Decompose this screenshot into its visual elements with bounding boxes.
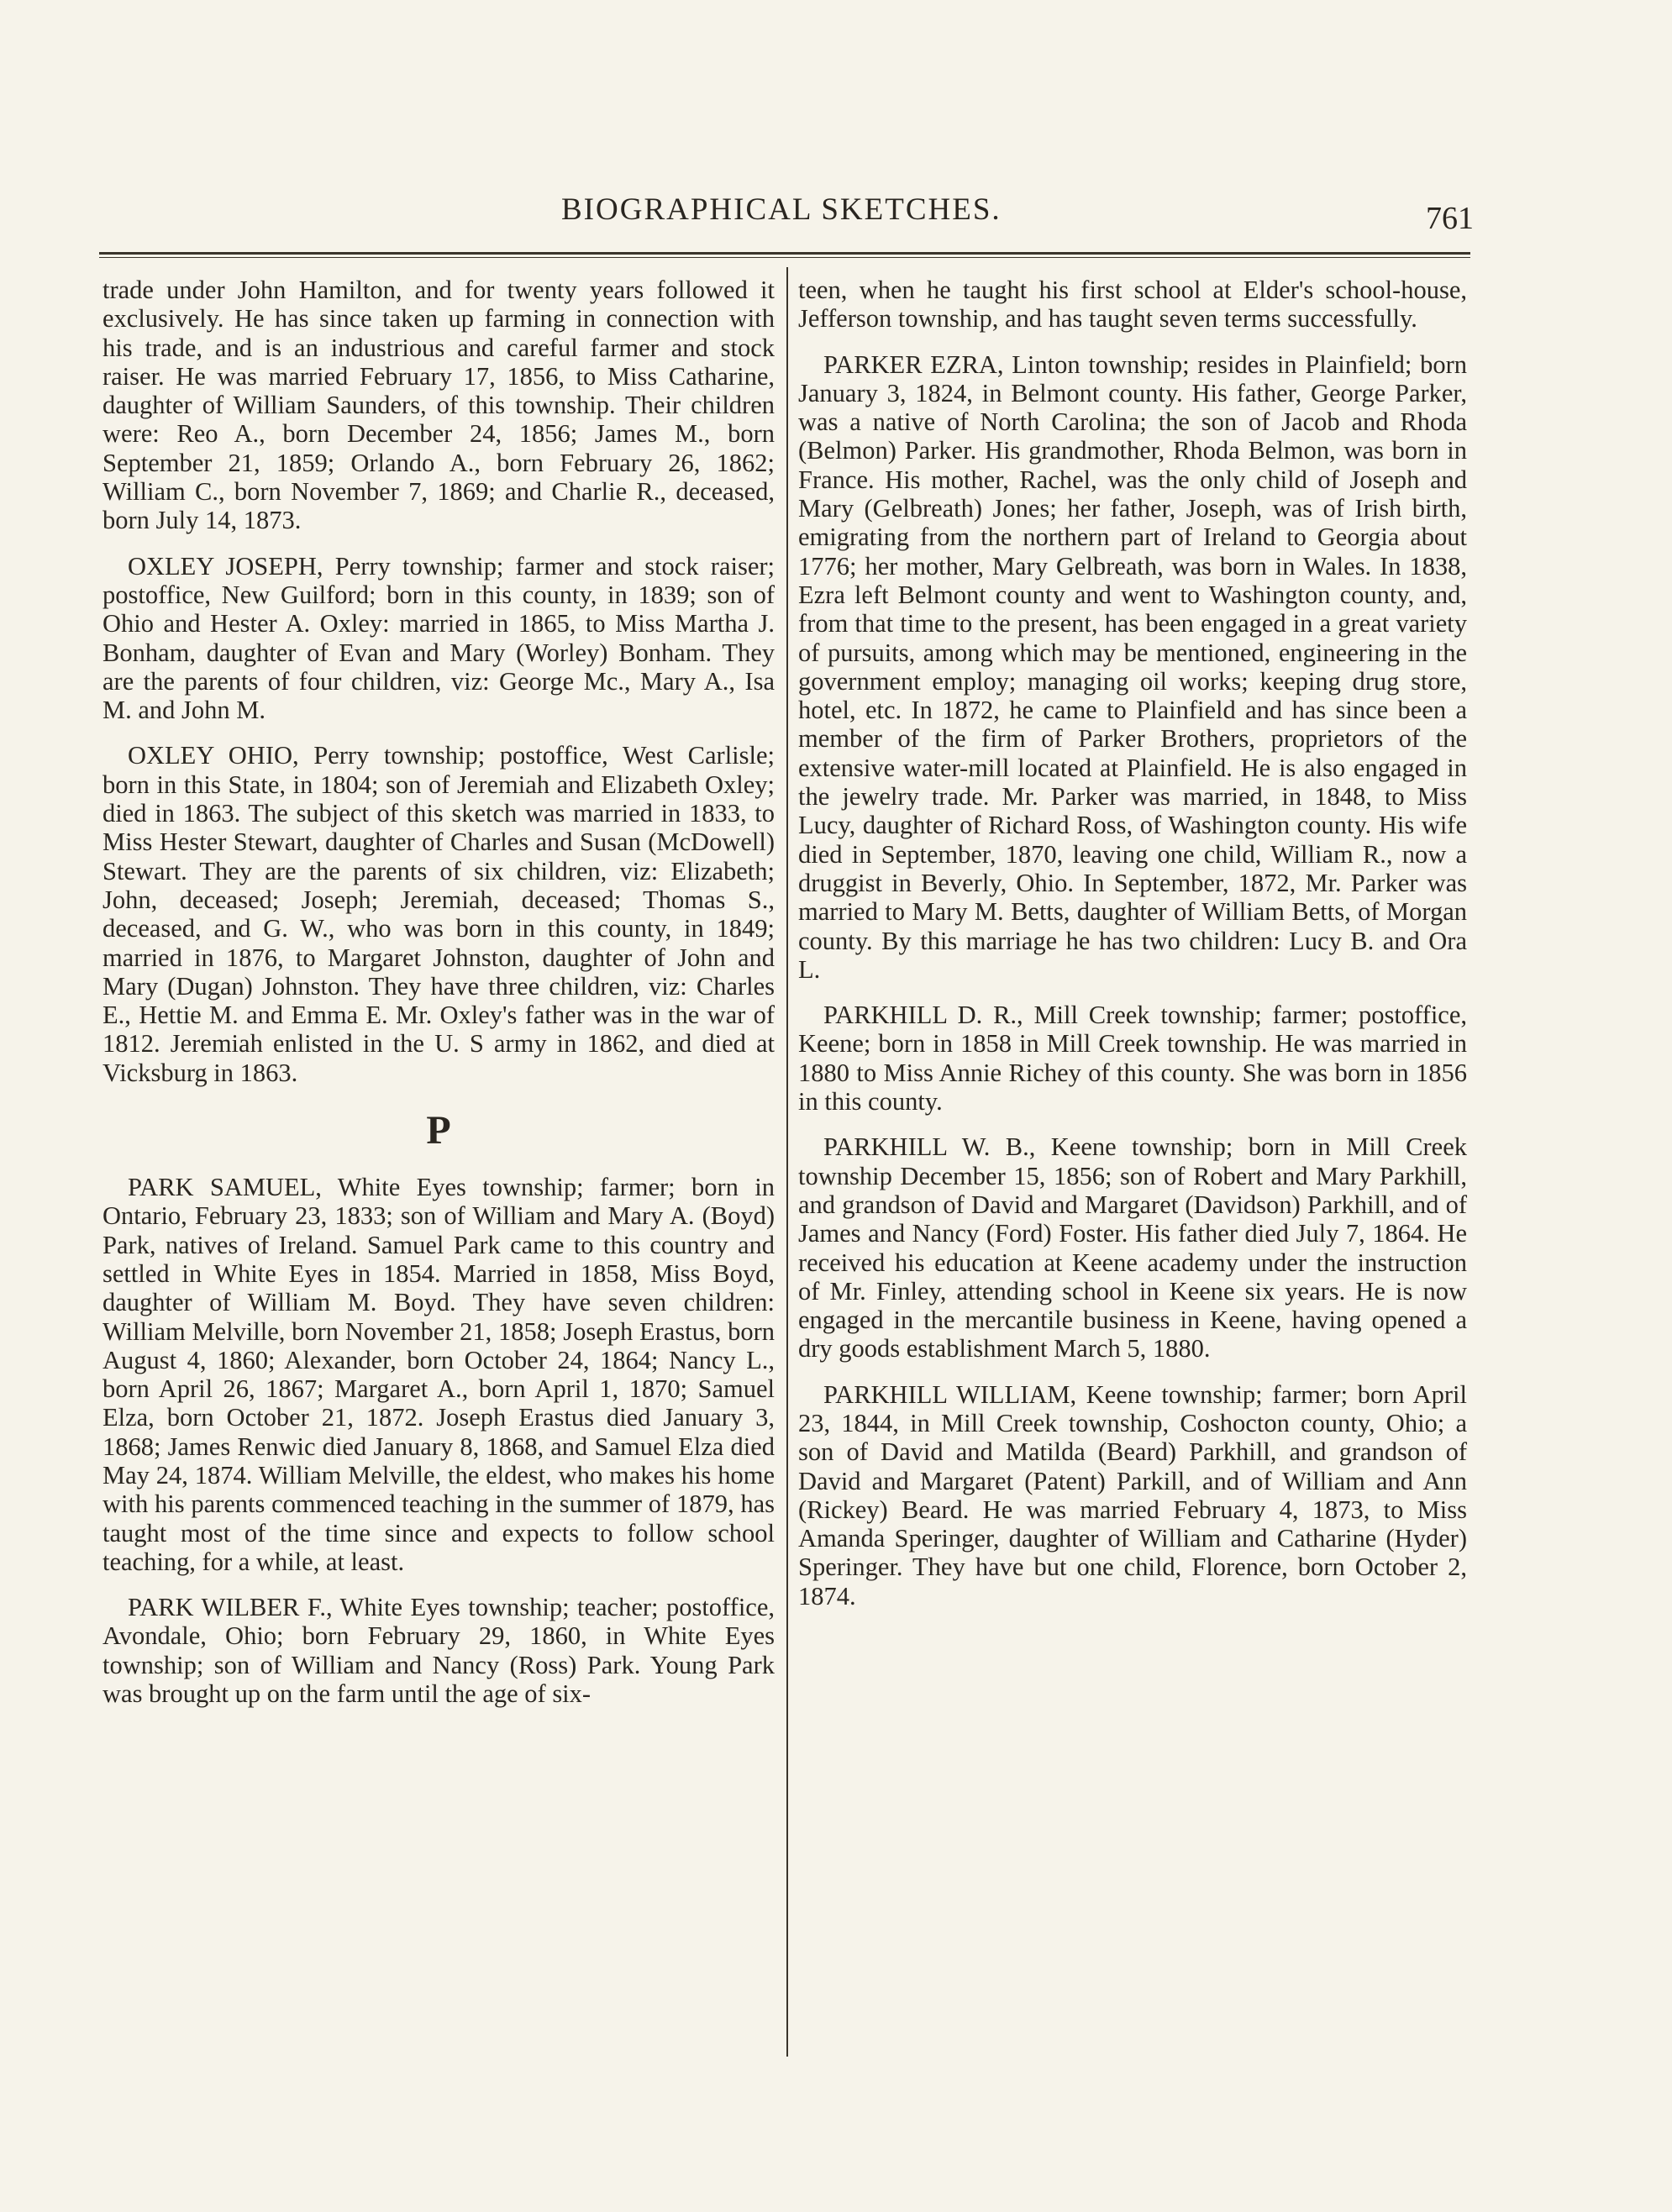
right-column [798,276,1467,1610]
entry-oxley-joseph: OXLEY JOSEPH, Perry township; farmer and stock raiser; postoffice, New Guilford; born in this county, in 1839; son of Ohio and Hester A. Oxley: married in 1865, to Miss Martha J. Bonham, daughter of Evan and Mary (Worley) Bonham. They are the parents of four children, viz: George Mc., Mary A., Isa M. and John M. [103,551,775,725]
header-rule-thin [99,257,1470,258]
page-header [0,192,1672,242]
paragraph-park-wilber-cont: teen, when he taught his first school at Elder's school-house, Jefferson township, and has taught seven terms successfully. [798,276,1467,334]
entry-parkhill-dr: PARKHILL D. R., Mill Creek township; farmer; postoffice, Keene; born in 1858 in Mill Creek township. He was married in 1880 to Miss Annie Richey of this county. She was born in 1856 in this county. [798,1001,1467,1117]
section-letter: P [426,1108,451,1153]
header-rule [99,252,1470,255]
entry-parker-ezra: PARKER EZRA, Linton township; resides in Plainfield; born January 3, 1824, in Belmont county. His father, George Parker, was a native of North Carolina; the son of Jacob and Rhoda (Belmon) Parker. His grandmother, Rhoda Belmon, was born in France. His mother, Rachel, was the only child of Joseph and Mary (Gelbreath) Jones; her father, Joseph, was of Irish birth, emigrating from the northern part of Ireland to Georgia about 1776; her mother, Mary Gelbreath, was born in Wales. In 1838, Ezra left Belmont county and went to Washington county, and, from that time to the present, has been engaged in a great variety of pursuits, among which may be mentioned, engineering in the government employ; managing oil works; keeping drug store, hotel, etc. In 1872, he came to Plainfield and has since been a member of the firm of Parker Brothers, proprietors of the extensive water-mill located at Plainfield. He is also engaged in the jewelry trade. Mr. Parker was married, in 1848, to Miss Lucy, daughter of Richard Ross, of Washington county. His wife died in September, 1870, leaving one child, William R., now a druggist in Beverly, Ohio. In September, 1872, Mr. Parker was married to Mary M. Betts, daughter of William Betts, of Morgan county. By this marriage he has two children: Lucy B. and Ora L. [798,349,1467,984]
running-title: BIOGRAPHICAL SKETCHES. [561,192,1002,227]
left-column [103,276,775,1708]
entry-parkhill-william: PARKHILL WILLIAM, Keene township; farmer; born April 23, 1844, in Mill Creek township, Coshocton county, Ohio; a son of David and Matilda (Beard) Parkhill, and grandson of David and Margaret (Patent) Parkill, and of William and Ann (Rickey) Beard. He was married February 4, 1873, to Miss Amanda Speringer, daughter of William and Catharine (Hyder) Speringer. They have but one child, Florence, born October 2, 1874. [798,1379,1467,1610]
column-divider [786,267,788,2057]
entry-park-samuel: PARK SAMUEL, White Eyes township; farmer; born in Ontario, February 23, 1833; son of William and Mary A. (Boyd) Park, natives of Ireland. Samuel Park came to this country and settled in White Eyes in 1854. Married in 1858, Miss Boyd, daughter of William M. Boyd. They have seven children: William Melville, born November 21, 1858; Joseph Erastus, born August 4, 1860; Alexander, born October 24, 1864; Nancy L., born April 26, 1867; Margaret A., born April 1, 1870; Samuel Elza, born October 21, 1872. Joseph Erastus died January 3, 1868; James Renwic died January 8, 1868, and Samuel Elza died May 24, 1874. William Melville, the eldest, who makes his home with his parents commenced teaching in the summer of 1879, has taught most of the time since and expects to follow school teaching, for a while, at least. [103,1173,775,1576]
entry-parkhill-wb: PARKHILL W. B., Keene township; born in Mill Creek township December 15, 1856; son of Robert and Mary Parkhill, and grandson of David and Margaret (Davidson) Parkhill, and of James and Nancy (Ford) Foster. His father died July 7, 1864. He received his education at Keene academy under the instruction of Mr. Finley, attending school in Keene six years. He is now engaged in the mercantile business in Keene, having opened a dry goods establishment March 5, 1880. [798,1132,1467,1363]
page-number: 761 [1426,201,1474,236]
paragraph-hamilton-trade: trade under John Hamilton, and for twenty years followed it exclusively. He has since taken up farming in connection with his trade, and is an industrious and careful farmer and stock raiser. He was married February 17, 1856, to Miss Catharine, daughter of William Saunders, of this township. Their children were: Reo A., born December 24, 1856; James M., born September 21, 1859; Orlando A., born February 26, 1862; William C., born November 7, 1869; and Charlie R., deceased, born July 14, 1873. [103,276,775,535]
entry-park-wilber: PARK WILBER F., White Eyes township; teacher; postoffice, Avondale, Ohio; born February 29, 1860, in White Eyes township; son of William and Nancy (Ross) Park. Young Park was brought up on the farm until the age of six- [103,1593,775,1709]
entry-oxley-ohio: OXLEY OHIO, Perry township; postoffice, West Carlisle; born in this State, in 1804; son of Jeremiah and Elizabeth Oxley; died in 1863. The subject of this sketch was married in 1833, to Miss Hester Stewart, daughter of Charles and Susan (McDowell) Stewart. They are the parents of six children, viz: Elizabeth; John, deceased; Joseph; Jeremiah, deceased; Thomas S., deceased, and G. W., who was born in this county, in 1849; married in 1876, to Margaret Johnston, daughter of John and Mary (Dugan) Johnston. They have three children, viz: Charles E., Hettie M. and Emma E. Mr. Oxley's father was in the war of 1812. Jeremiah enlisted in the U. S army in 1862, and died at Vicksburg in 1863. [103,741,775,1087]
